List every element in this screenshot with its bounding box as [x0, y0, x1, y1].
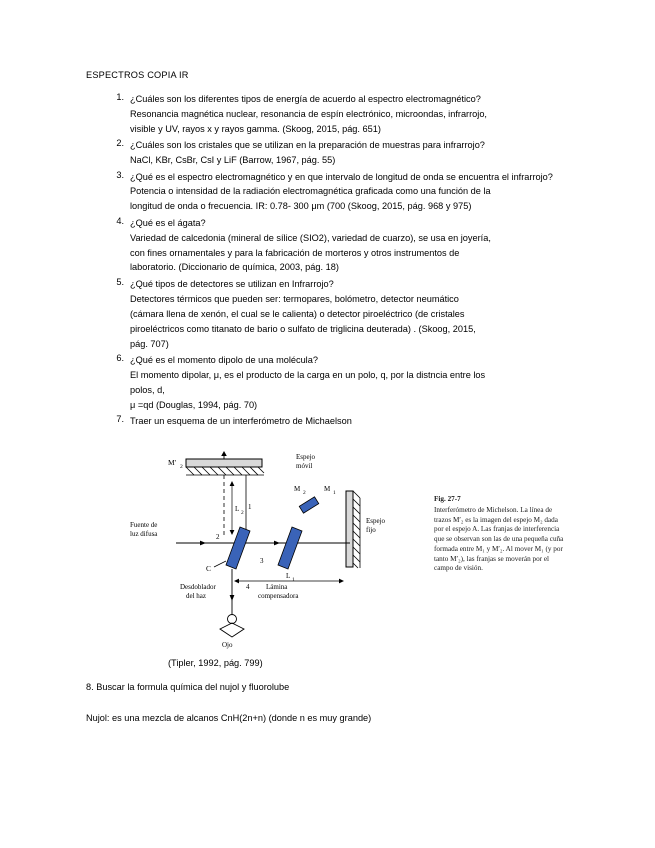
tail-section: [86, 680, 576, 726]
item-number: 2.: [116, 138, 124, 149]
figure-caption: [434, 495, 564, 574]
answer-text: [130, 153, 576, 168]
mirror-m2-shape: [299, 497, 319, 513]
answer-line: El momento dipolar, μ, es el producto de la carga en un polo, q, por la distncia entre los: [130, 369, 486, 380]
question-text: Traer un esquema de un interferómetro de Michaelson: [130, 416, 352, 427]
list-item: [86, 170, 576, 215]
answer-line: Resonancia magnética nuclear, resonancia de espín electrónico, microondas, infrarrojo,: [130, 108, 487, 119]
svg-text:2: 2: [303, 489, 306, 496]
eye-shape: [220, 614, 244, 637]
svg-text:1: 1: [292, 576, 295, 583]
question-text: ¿Qué es el ágata?: [130, 217, 206, 228]
svg-text:móvil: móvil: [296, 461, 313, 470]
item-number: 6.: [116, 352, 124, 363]
label-4: 4: [246, 582, 250, 591]
answer-line: longitud de onda o frecuencia. IR: 0.78- 300 μm (700 (Skoog, 2015, pág. 968 y 975): [130, 201, 472, 212]
answer-line: piroeléctricos como titanato de bario o sulfato de triglicina deuterada) . (Skoog, 2015,: [130, 323, 476, 334]
svg-text:2: 2: [180, 463, 183, 470]
label-ojo: Ojo: [222, 640, 233, 649]
list-item: [86, 138, 576, 168]
item-number: 3.: [116, 169, 124, 180]
question-8: 8. Buscar la formula química del nujol y fluorolube: [86, 681, 290, 692]
nujol-answer: Nujol: es una mezcla de alcanos CnH(2n+n) (donde n es muy grande): [86, 712, 372, 723]
question-text: ¿Qué tipos de detectores se utilizan en Infrarrojo?: [130, 278, 334, 289]
svg-text:del haz: del haz: [186, 591, 207, 600]
compensating-plate-shape: [278, 527, 302, 569]
document-title: ESPECTROS COPIA IR: [86, 70, 189, 80]
svg-text:fijo: fijo: [366, 525, 376, 534]
svg-text:1: 1: [333, 489, 336, 496]
label-m1: M: [324, 484, 331, 493]
beam-splitter-shape: [226, 527, 250, 569]
list-item: [86, 216, 576, 276]
answer-line: μ =qd (Douglas, 1994, pág. 70): [130, 399, 258, 410]
item-number: 1.: [116, 92, 124, 102]
document-content: [86, 70, 576, 742]
label-l1: L: [286, 571, 291, 580]
list-item: [86, 277, 576, 352]
answer-text: [130, 107, 576, 137]
question-text: ¿Cuáles son los diferentes tipos de energía de acuerdo al espectro electromagnético?: [130, 94, 481, 104]
label-1: 1: [248, 502, 252, 511]
answer-line: con fines ornamentales y para la fabricación de morteros y otros instrumentos de: [130, 247, 460, 258]
label-espejo-movil: Espejo: [296, 452, 316, 461]
question-text: ¿Qué es el espectro electromagnético y en que intervalo de longitud de onda se encuentra el infrarrojo?: [130, 171, 553, 182]
item-number: 7.: [116, 414, 124, 425]
label-espejo-fijo: Espejo: [366, 516, 386, 525]
list-item: [86, 414, 576, 429]
figure-source: (Tipler, 1992, pág. 799): [168, 657, 263, 668]
label-lamina: Lámina: [266, 582, 288, 591]
answer-text: [130, 292, 576, 352]
figure-caption-text: Interferómetro de Michelson. La línea de trazos M′₂ es la imagen del espejo M₂ dada por el espejo A. Las franjas de interferencia que se observan son las de una pequeña cuña formada entre M₁ y M′₂. Al mover M₁ (y por tanto M′₂), las franjas se moverán por el campo de visión.: [434, 505, 564, 573]
label-2: 2: [216, 532, 220, 541]
answer-line: Detectores térmicos que pueden ser: termopares, bolómetro, detector neumático: [130, 293, 459, 304]
question-text: ¿Qué es el momento dipolo de una molécula?: [130, 354, 318, 365]
label-fuente: Fuente de: [130, 520, 158, 529]
svg-text:compensadora: compensadora: [258, 591, 299, 600]
answer-line: polos, d,: [130, 384, 165, 395]
list-item: [86, 92, 576, 137]
label-c: C: [206, 563, 212, 573]
label-l2: L: [235, 504, 240, 513]
item-number: 5.: [116, 276, 124, 287]
question-list: [86, 92, 576, 429]
answer-line: pág. 707): [130, 338, 169, 349]
michelson-interferometer-figure: [128, 439, 568, 654]
item-number: 4.: [116, 215, 124, 226]
answer-line: Variedad de calcedonia (mineral de sílice (SIO2), variedad de cuarzo), se usa en joyería,: [130, 232, 491, 243]
answer-text: [130, 368, 576, 413]
answer-line: Potencia o intensidad de la radiación electromagnética graficada como una función de la: [130, 186, 491, 197]
label-desdoblador: Desdoblador: [180, 582, 216, 591]
list-item: [86, 353, 576, 413]
answer-line: visible y UV, rayos x y rayos gamma. (Skoog, 2015, pág. 651): [130, 123, 381, 134]
label-3: 3: [260, 556, 264, 565]
answer-text: [130, 184, 576, 214]
label-m2: M: [294, 484, 301, 493]
movable-mirror-shape: [186, 459, 264, 475]
answer-line: laboratorio. (Diccionario de química, 2003, pág. 18): [130, 262, 339, 273]
answer-line: NaCl, KBr, CsBr, CsI y LiF (Barrow, 1967, pág. 55): [130, 155, 336, 166]
figure-number: Fig. 27-7: [434, 494, 461, 503]
label-m2-prime: M′: [168, 457, 177, 467]
interferometer-diagram: [128, 439, 428, 654]
answer-text: [130, 231, 576, 276]
question-text: ¿Cuáles son los cristales que se utilizan en la preparación de muestras para infrarrojo?: [130, 140, 485, 151]
answer-line: (cámara llena de xenón, el cual se le calienta) o detector piroeléctrico (de cristales: [130, 308, 465, 319]
svg-text:luz difusa: luz difusa: [130, 529, 158, 538]
fixed-mirror-shape: [346, 491, 360, 568]
svg-text:2: 2: [241, 509, 244, 516]
